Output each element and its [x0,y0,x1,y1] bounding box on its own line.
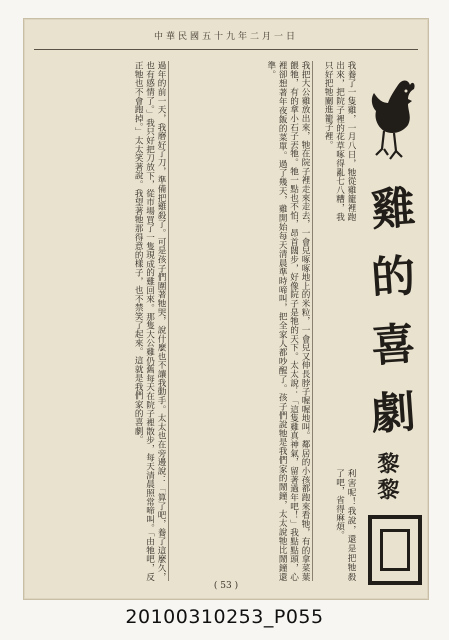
body-column-right-top: 我養了一隻雞，一月八日，牠從雞籠裡跑出來，把院子裡的花草啄得亂七八糟，我只好把牠關進籠子裡。 [323,61,356,221]
title-char: 雞 [369,182,418,237]
archive-caption: 20100310253_P055 [125,606,324,628]
body-column-middle: 我把大公雞放出來，牠在院子裡走來走去，一會兒啄啄地上的米粒，一會兒又伸長脖子喔喔地叫。鄰居的小孩都跑來看牠，有的拿菜葉餵牠，有的拿小石子丟牠。牠一點也不怕，昂首闊步，好像院子是牠的天下。太太說：「這隻雞真神氣，留著過年吧！」我點點頭，心裡卻想著年夜飯的菜單。過了幾天，雞開始每天清晨準時啼叫，把全家人都吵醒了。孩子們說牠是我們家的鬧鐘，太太說牠比鬧鐘還準。 [265,61,310,581]
title-char: 喜 [369,318,418,373]
body-column-left: 過年的前一天，我磨好了刀，準備把雞殺了。可是孩子們圍著牠哭，說什麼也不讓我動手。太太也在旁邊說：「算了吧，養了這麼久，也有感情了。」我只好把刀放下，從市場買了一隻現成的雞回來。那隻大公雞仍舊每天在院子裡散步，每天清晨照常啼叫。「由牠吧，反正牠也不會跑掉。」太太笑著說。我望著牠那得意的樣子，也不禁笑了起來。這就是我們家的喜劇。 [133,61,166,581]
body-column-right-bottom: 利害呢！我說，還是把牠殺了吧，省得麻煩。 [334,469,356,581]
rooster-illustration [368,77,418,169]
scanned-page [23,18,429,600]
decorative-square [368,515,422,585]
author-byline: 黎黎 [374,452,400,504]
title-char: 的 [369,250,418,305]
column-divider [168,61,169,581]
running-header: 中華民國五十九年二月一日 [153,32,298,42]
title-char: 劇 [369,386,418,441]
page-number: ( 53 ) [213,581,239,591]
title-panel [360,77,422,582]
column-divider [312,61,313,581]
header-rule [34,49,418,50]
